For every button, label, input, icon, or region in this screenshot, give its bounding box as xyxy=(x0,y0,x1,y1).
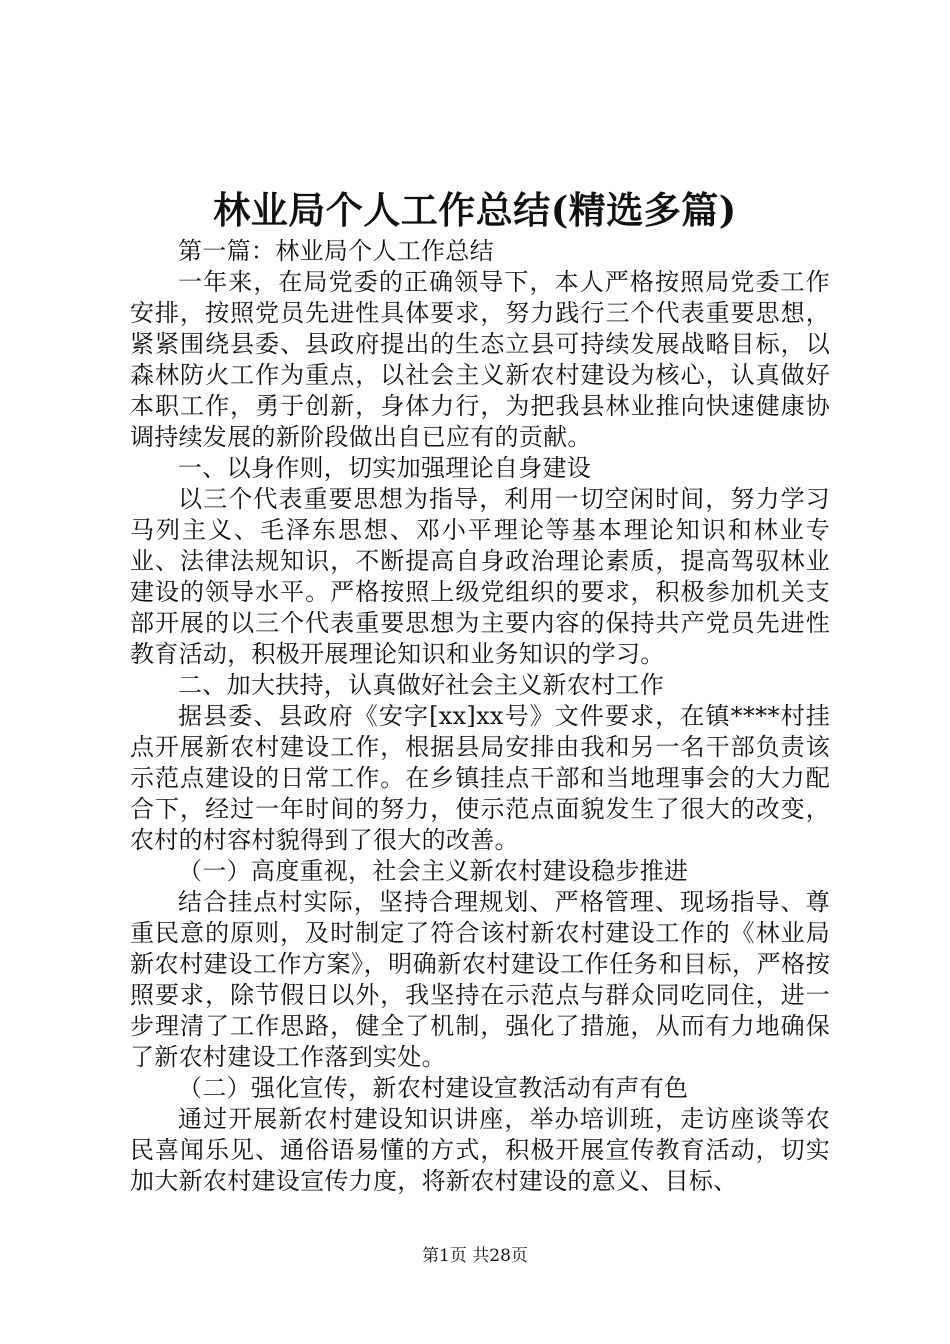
paragraph: 通过开展新农村建设知识讲座，举办培训班，走访座谈等农民喜闻乐见、通俗语易懂的方式，积极开展宣传教育活动，切实加大新农村建设宣传力度，将新农村建设的意义、目标、 xyxy=(130,1105,830,1195)
section-heading: 第一篇：林业局个人工作总结 xyxy=(178,237,494,265)
page-footer: 第1页 共28页 xyxy=(422,1246,528,1266)
paragraph: 结合挂点村实际，坚持合理规划、严格管理、现场指导、尊重民意的原则，及时制定了符合该村新农村建设工作的《林业局新农村建设工作方案》，明确新农村建设工作任务和目标，严格按照要求，除节假日以外，我坚持在示范点与群众同吃同住，进一步理清了工作思路，健全了机制，强化了措施，从而有力地确保了新农村建设工作落到实处。 xyxy=(130,888,830,1071)
subsection-heading: （一）高度重视，社会主义新农村建设稳步推进 xyxy=(178,857,689,885)
paragraph: 据县委、县政府《安字[xx]xx号》文件要求，在镇****村挂点开展新农村建设工作，根据县局安排由我和另一名干部负责该示范点建设的日常工作。在乡镇挂点干部和当地理事会的大力配合下，经过一年时间的努力，使示范点面貌发生了很大的改变，农村的村容村貌得到了很大的改善。 xyxy=(130,702,830,854)
section-heading: 一、以身作则，切实加强理论自身建设 xyxy=(178,454,592,482)
document-body xyxy=(130,236,830,1197)
subsection-heading: （二）强化宣传，新农村建设宣教活动有声有色 xyxy=(178,1074,689,1102)
document-title: 林业局个人工作总结(精选多篇) xyxy=(213,188,737,232)
paragraph: 以三个代表重要思想为指导，利用一切空闲时间，努力学习马列主义、毛泽东思想、邓小平理论等基本理论知识和林业专业、法律法规知识，不断提高自身政治理论素质，提高驾驭林业建设的领导水平。严格按照上级党组织的要求，积极参加机关支部开展的以三个代表重要思想为主要内容的保持共产党员先进性教育活动，积极开展理论知识和业务知识的学习。 xyxy=(130,485,830,668)
section-heading: 二、加大扶持，认真做好社会主义新农村工作 xyxy=(178,671,664,699)
paragraph: 一年来，在局党委的正确领导下，本人严格按照局党委工作安排，按照党员先进性具体要求，努力践行三个代表重要思想，紧紧围绕县委、县政府提出的生态立县可持续发展战略目标，以森林防火工作为重点，以社会主义新农村建设为核心，认真做好本职工作，勇于创新，身体力行，为把我县林业推向快速健康协调持续发展的新阶段做出自已应有的贡献。 xyxy=(130,268,830,451)
